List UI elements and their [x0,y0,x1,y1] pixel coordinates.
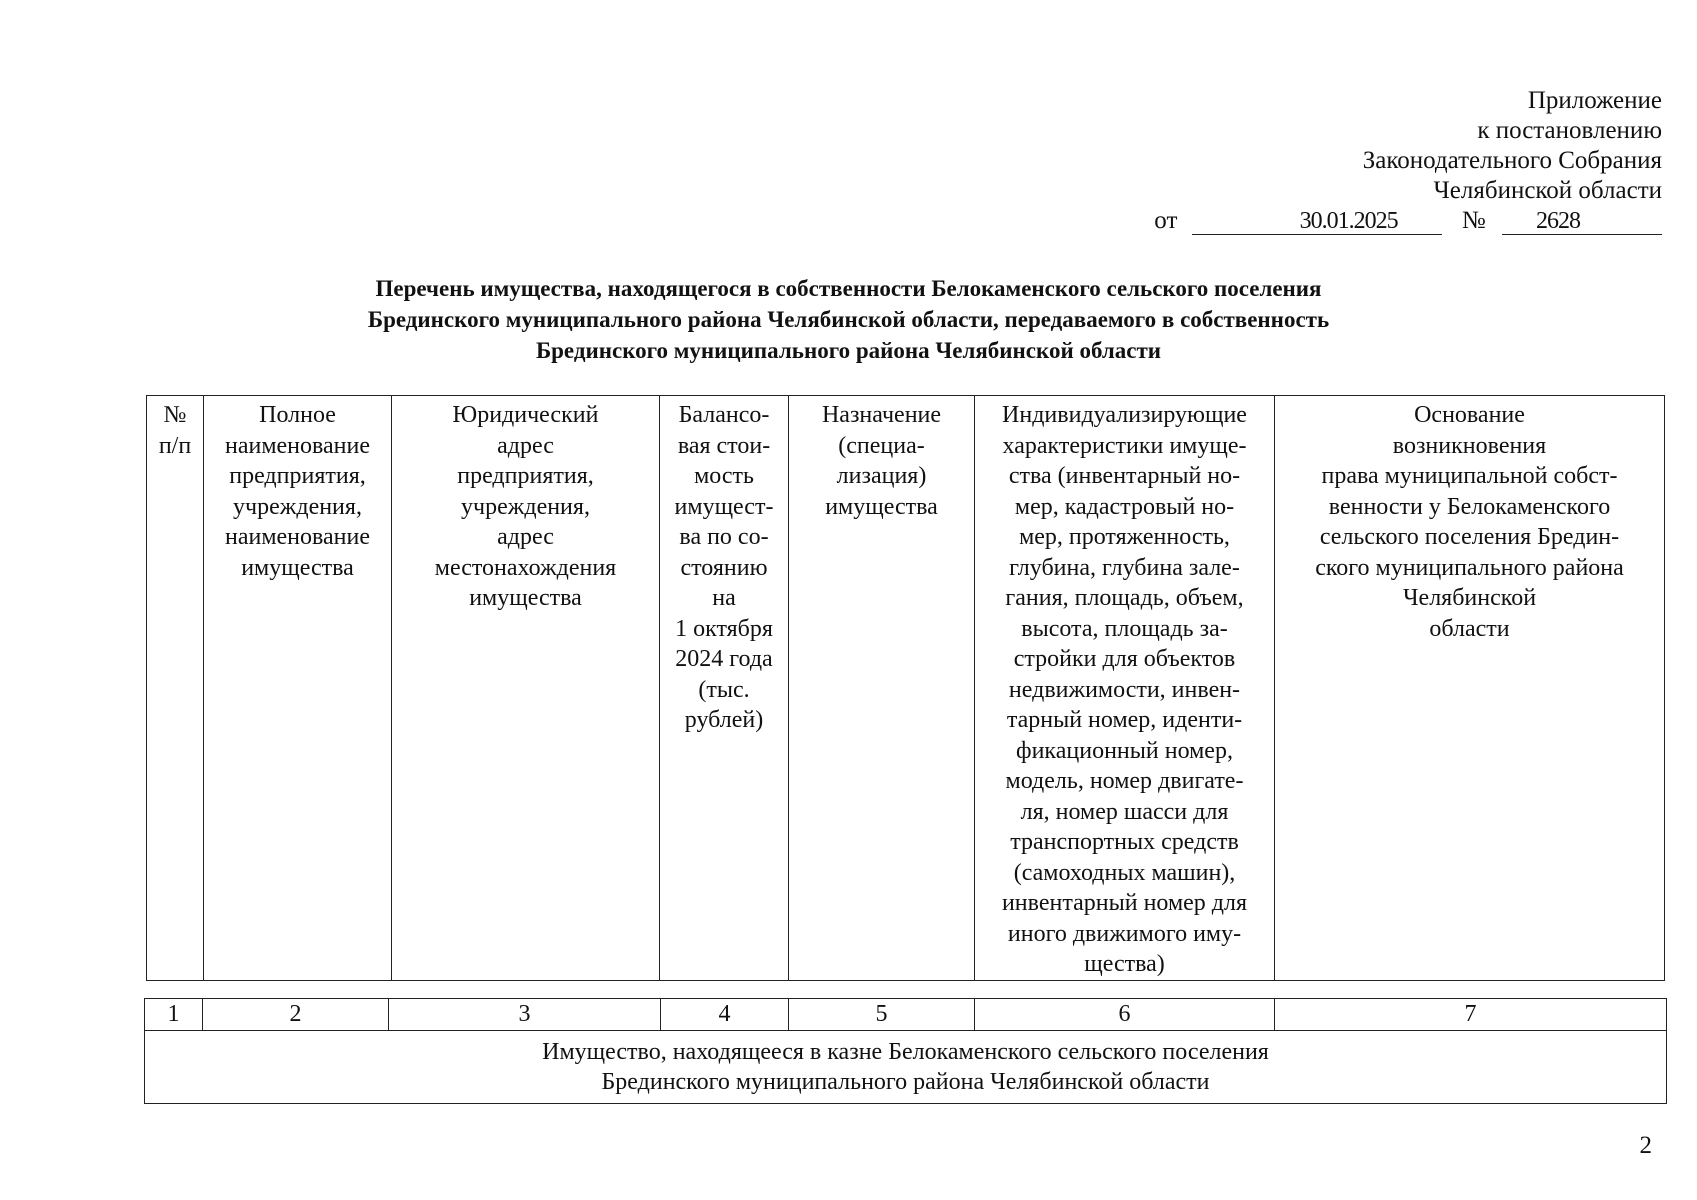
appendix-line-4: Челябинской области [1433,177,1662,204]
header-line: учреждения, [461,493,590,520]
header-cell-address [392,396,660,981]
header-line: мер, протяженность, [1019,524,1230,550]
header-line: лизация) [836,463,927,489]
header-line: 2024 года [675,646,773,672]
header-line: Назначение [821,402,942,428]
header-line: учреждения, [233,493,362,520]
column-number: 1 [145,999,203,1031]
header-line: Полное [259,402,336,428]
column-number: 7 [1275,999,1667,1031]
title-line-2: Брединского муниципального района Челябинской области, передаваемого в собственность [367,307,1330,332]
header-cell-purpose [789,396,975,981]
header-cell-characteristics [975,396,1275,981]
header-line: ского муниципального района [1315,554,1624,581]
header-line: (самоходных машин), [1013,859,1236,886]
header-line: модель, номер двигате- [1005,768,1244,794]
header-line: рублей) [684,707,764,733]
header-line: 1 октября [675,615,773,642]
header-line: ля, номер шасси для [1020,798,1229,825]
header-line: транспортных средств [1010,829,1239,855]
header-line: предприятия, [229,463,366,489]
header-line: высота, площадь за- [1021,615,1228,642]
appendix-block [1154,86,1662,236]
page-number: 2 [1639,1132,1652,1159]
header-line: права муниципальной собст- [1321,463,1618,489]
document-title [0,273,1697,366]
header-cell-ownership-basis [1275,396,1665,981]
header-line: имущества [241,554,354,581]
section-row [145,1031,1667,1104]
header-line: недвижимости, инвен- [1008,676,1241,703]
section-heading-cell [145,1031,1667,1104]
body-table [144,998,1667,1104]
section-heading-line-1: Имущество, находящееся в казне Белокаменского сельского поселения [542,1039,1269,1065]
document-number: 2628 [1502,208,1662,235]
header-line: фикационный номер, [1016,737,1233,764]
header-line: имущества [825,493,938,520]
header-line: стройки для объектов [1013,646,1236,672]
header-line: адрес [497,524,554,550]
header-line: области [1429,615,1510,642]
appendix-date-line [1154,206,1662,236]
document-date: 30.01.2025 [1192,208,1442,235]
header-line: тарный номер, иденти- [1006,707,1243,733]
header-line: мер, кадастровый но- [1014,493,1235,520]
column-number: 4 [661,999,789,1031]
header-line: Челябинской [1402,585,1537,611]
header-line: Юридический [452,402,599,428]
header-cell-name [204,396,392,981]
number-label: № [1461,207,1486,234]
column-number: 5 [789,999,975,1031]
column-number: 3 [389,999,661,1031]
header-line: ва по со- [679,524,769,550]
header-line: стоянию [680,554,768,581]
header-cell-balance-value [660,396,789,981]
header-line: глубина, глубина зале- [1009,554,1240,581]
header-line: предприятия, [457,463,594,489]
header-line: венности у Белокаменского [1328,493,1611,520]
header-line: вая стои- [677,432,771,459]
header-line: № [163,402,187,428]
header-line: имущества [469,585,582,611]
column-number-row [145,999,1667,1031]
header-table [146,395,1665,981]
header-line: (специа- [838,432,925,459]
header-line: мость [694,463,754,489]
title-line-3: Брединского муниципального района Челябинской области [535,338,1162,363]
header-line: Основание [1414,402,1525,428]
header-line: сельского поселения Бредин- [1319,524,1620,550]
header-line: щества) [1084,951,1165,977]
header-line: имущест- [674,493,774,520]
header-line: инвентарный номер для [1001,890,1248,916]
title-line-1: Перечень имущества, находящегося в собственности Белокаменского сельского поселения [375,276,1322,301]
header-line: возникновения [1392,432,1547,459]
header-line: гания, площадь, объем, [1005,585,1244,611]
section-heading-line-2: Брединского муниципального района Челябинской области [601,1069,1210,1095]
appendix-line-2: к постановлению [1477,117,1662,144]
header-line: наименование [224,524,371,550]
appendix-title: Приложение [1527,87,1662,114]
column-number: 2 [203,999,389,1031]
appendix-line-3: Законодательного Собрания [1362,147,1662,174]
from-label: от [1154,207,1178,234]
header-line: на [712,585,736,611]
header-line: Индивидуализирующие [1002,402,1247,428]
header-line: Балансо- [678,402,770,428]
header-line: наименование [224,432,371,459]
header-cell-number [147,396,204,981]
column-number: 6 [975,999,1275,1031]
header-line: адрес [497,432,554,459]
header-line: иного движимого иму- [1007,920,1242,947]
header-line: местонахождения [434,554,617,581]
header-line: (тыс. [698,676,750,703]
header-line: характеристики имуще- [1002,432,1247,459]
header-line: п/п [158,432,192,459]
header-line: ства (инвентарный но- [1008,463,1241,489]
